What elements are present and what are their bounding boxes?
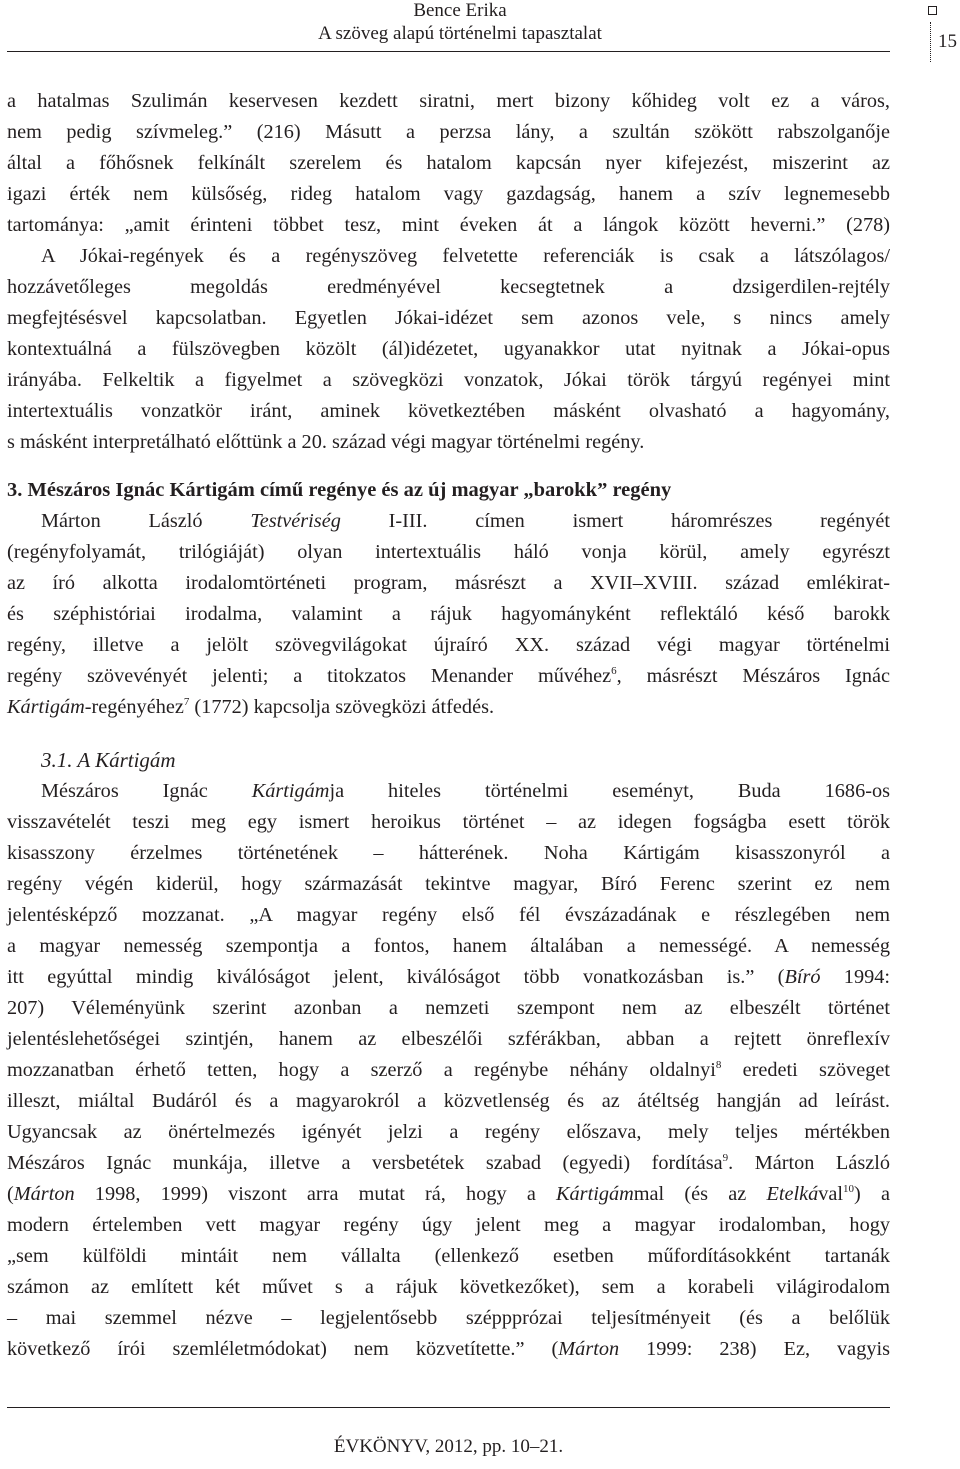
text-run: következő írói szemléletmódokat) nem közvetítette.” ( [7, 1338, 559, 1360]
text-line: s másként interpretálható előttünk a 20. század végi magyar történelmi regény. [7, 431, 645, 453]
footnote-marker: 9 [722, 1152, 729, 1165]
section-heading: 3. Mészáros Ignác Kártigám című regénye és az új magyar „barokk” regény [7, 479, 672, 501]
footnote-marker: 10 [843, 1183, 855, 1196]
text-line: tartománya: „amit érinteni többet tesz, mint éveken át a lángok között heverni.” (278) [7, 214, 890, 236]
citation-author: Márton [13, 1183, 75, 1205]
header-rule [7, 51, 890, 52]
text-run: val [818, 1183, 844, 1205]
text-run: ( [7, 1183, 14, 1205]
book-title: Kártigám [556, 1183, 634, 1205]
text-run: mozzanatban érhető tetten, hogy a szerző a regénybe néhány oldalnyi [7, 1059, 716, 1081]
text-run: 1999: 238) Ez, vagyis [619, 1338, 890, 1360]
page-marker-dotted-line [930, 22, 931, 62]
text-run: Mészáros Ignác munkája, illetve a versbetétek szabad (egyedi) fordítása [7, 1152, 723, 1174]
text-run: I-III. címen ismert háromrészes regényét [340, 510, 890, 532]
text-line [7, 692, 890, 723]
text-line: (regényfolyamát, trilógiáját) olyan intertextuális háló vonja körül, amely egyrészt [7, 541, 890, 563]
text-line: jelentéslehetőségei szintjén, hanem az elbeszélői szférákban, abban a rejtett önreflexív [7, 1028, 890, 1050]
text-line [7, 1148, 890, 1179]
text-line: Ugyancsak az önértelmezés igényét jelzi a regény előszava, mely teljes mértékben [7, 1121, 890, 1143]
text-line: kontextuálná a fülszövegben közölt (ál)idézetet, ugyanakkor utat nyitnak a Jókai-opus [7, 338, 890, 360]
text-line: jelentésképző mozzanat. „A magyar regény első fél évszázadának e részlegében nem [7, 904, 890, 926]
text-run: Márton László [41, 510, 251, 532]
page-number: 15 [938, 31, 957, 52]
text-run: 1994: [820, 966, 890, 988]
text-line: A Jókai-regények és a regényszöveg felvetette referenciák is csak a látszólagos/ [41, 245, 890, 267]
text-line: irányába. Felkeltik a figyelmet a szövegközi vonzatok, Jókai török tárgyú regényei mint [7, 369, 890, 391]
footnote-marker: 8 [715, 1059, 722, 1072]
text-run: itt egyúttal mindig kiválóságot jelent, kiválóságot több vonatkozásban is.” ( [7, 966, 785, 988]
book-title: Testvériség [250, 510, 341, 532]
text-line [7, 1055, 890, 1086]
text-run: regény szövevényét jelenti; a titokzatos Menander művéhez [7, 665, 612, 687]
spacer [7, 458, 890, 475]
text-line: visszavételét teszi meg egy ismert heroikus történet – az idegen fogságba esett török [7, 811, 890, 833]
page-body [7, 86, 890, 1365]
text-run: , másrészt Mészáros Ignác [616, 665, 891, 687]
text-line: 207) Véleményünk szerint azonban a nemzeti szempont nem az elbeszélt történet [7, 997, 890, 1019]
text-line: regény, illetve a jelölt szövegvilágokat újraíró XX. század végi magyar történelmi [7, 634, 890, 656]
text-run: mal (és az [633, 1183, 767, 1205]
text-line: intertextuális vonzatkör iránt, aminek következtében másként olvasható a hagyomány, [7, 400, 890, 422]
citation-author: Márton [558, 1338, 620, 1360]
text-line: regény végén kiderül, hogy származását tekintve magyar, Bíró Ferenc szerint ez nem [7, 873, 890, 895]
text-line: a hatalmas Szulimán keservesen kezdett siratni, mert bizony kőhideg volt ez a város, [7, 90, 890, 112]
citation-author: Bíró [784, 966, 821, 988]
footnote-marker: 7 [183, 696, 190, 709]
text-run: . Márton László [728, 1152, 890, 1174]
text-run: (1772) kapcsolja szövegközi átfedés. [189, 696, 495, 718]
page-marker-square-icon [928, 6, 937, 15]
text-line: modern értelemben vett magyar regény úgy jelent meg a magyar irodalomban, hogy [7, 1214, 890, 1236]
running-header [0, 0, 890, 50]
text-line [7, 776, 890, 807]
text-run: 1998, 1999) viszont arra mutat rá, hogy a [74, 1183, 557, 1205]
footnote-marker: 6 [611, 665, 617, 678]
spacer [7, 723, 890, 745]
book-title: Etelká [766, 1183, 819, 1205]
book-title: Kártigám [7, 696, 85, 718]
subsection-heading: 3.1. A Kártigám [41, 748, 176, 772]
footer-rule [7, 1407, 890, 1408]
text-line: „sem külföldi mintáit nem vállalta (ellenkező esetben műfordításokként tartanák [7, 1245, 890, 1267]
text-line [7, 661, 890, 692]
text-line [7, 962, 890, 993]
text-run: eredeti szöveget [721, 1059, 891, 1081]
text-line: nem pedig szívmeleg.” (216) Másutt a perzsa lány, a szultán szökött rabszolganője [7, 121, 890, 143]
footer-citation: ÉVKÖNYV, 2012, pp. 10–21. [333, 1436, 564, 1457]
text-line [7, 1179, 890, 1210]
text-line: igazi érték nem külsőség, rideg hatalom vagy gazdagság, hanem a szív legnemesebb [7, 183, 890, 205]
text-line: kisasszony érzelmes történetének – hátterének. Noha Kártigám kisasszonyról a [7, 842, 890, 864]
text-run: Mészáros Ignác [41, 780, 252, 802]
text-line: illeszt, miáltal Budáról és a magyarokról a közvetlenség és az átéltség hangján ad leírást. [7, 1090, 890, 1112]
header-author: Bence Erika [413, 0, 507, 21]
text-line: számon az említett két művet s a rájuk következőket), sem a korabeli világirodalom [7, 1276, 890, 1298]
text-line: hozzávetőleges megoldás eredményével kecsegtetnek a dzsigerdilen-rejtély [7, 276, 890, 298]
text-line [7, 1334, 890, 1365]
text-line: – mai szemmel nézve – legjelentősebb széppprózai teljesítményeit (és a belőlük [7, 1307, 890, 1329]
text-run: -regényéhez [84, 696, 184, 718]
text-line: által a főhősnek felkínált szerelem és hatalom kapcsán nyer kifejezést, miszerint az [7, 152, 890, 174]
text-line: a magyar nemesség szempontja a fontos, hanem általában a nemességé. A nemesség [7, 935, 890, 957]
text-run: ) a [854, 1183, 891, 1205]
text-line: megfejtésésvel kapcsolatban. Egyetlen Jókai-idézet sem azonos vele, s nincs amely [7, 307, 890, 329]
text-line: az író alkotta irodalomtörténeti program, másrészt a XVII–XVIII. század emlékirat- [7, 572, 890, 594]
text-line [7, 506, 890, 537]
text-line: és széphistóriai irodalma, valamint a rájuk hagyományként reflektáló késő barokk [7, 603, 890, 625]
header-title: A szöveg alapú történelmi tapasztalat [318, 23, 602, 44]
book-title: Kártigám [251, 780, 330, 802]
text-run: ja hiteles történelmi eseményt, Buda 1686-os [329, 780, 890, 802]
